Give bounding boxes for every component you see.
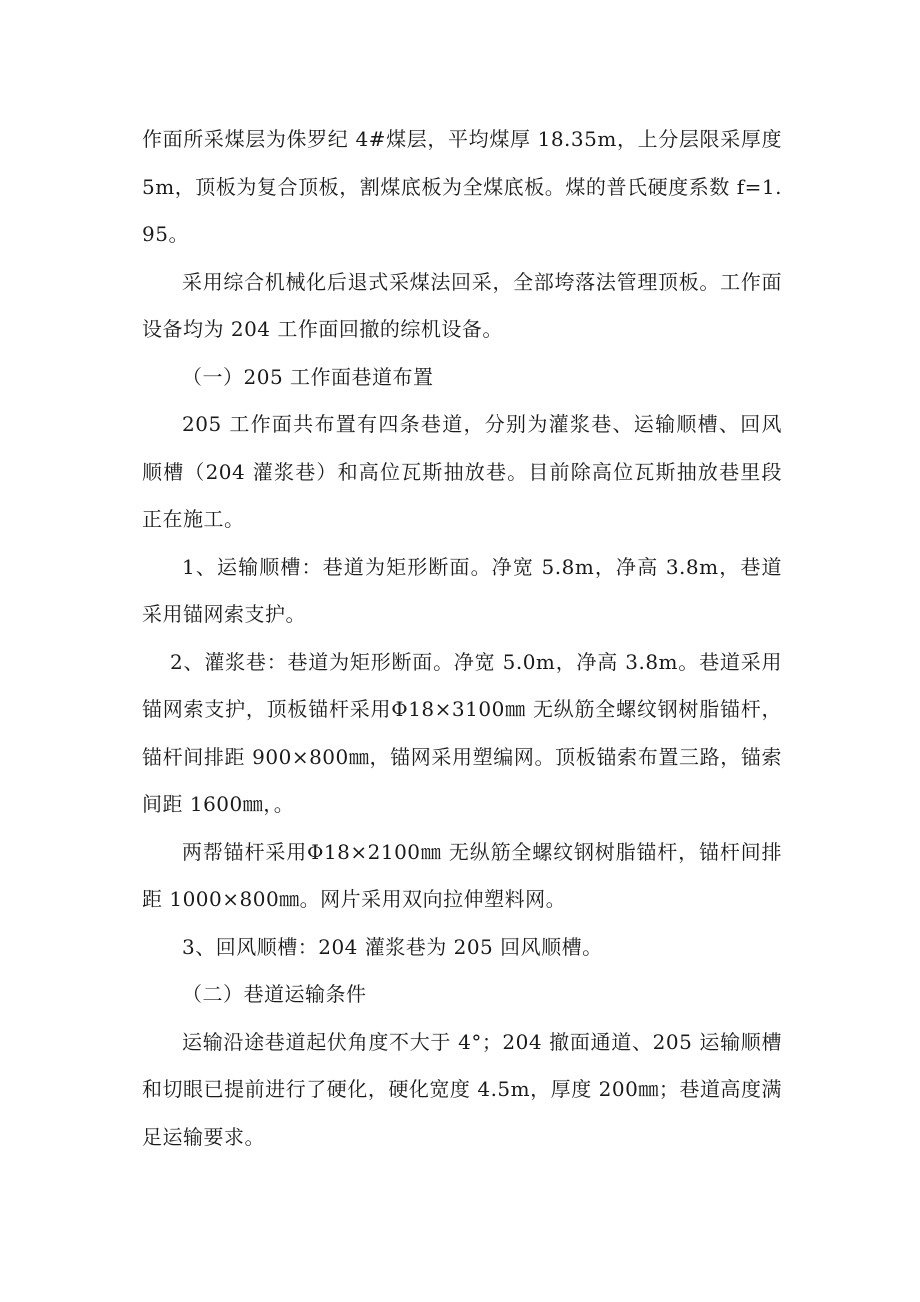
- paragraph-roadway-overview: 205 工作面共布置有四条巷道，分别为灌浆巷、运输顺槽、回风顺槽（204 灌浆巷）和高位瓦斯抽放巷。目前除高位瓦斯抽放巷里段正在施工。: [142, 412, 782, 531]
- paragraph-side-bolts: 两帮锚杆采用Φ18×2100㎜ 无纵筋全螺纹钢树脂锚杆，锚杆间排距 1000×800㎜。网片采用双向拉伸塑料网。: [142, 839, 782, 911]
- paragraph-transport-conditions: 运输沿途巷道起伏角度不大于 4°；204 撤面通道、205 运输顺槽和切眼已提前进行了硬化，硬化宽度 4.5m，厚度 200㎜；巷道高度满足运输要求。: [142, 1029, 782, 1149]
- paragraph-transport-roadway: 1、运输顺槽：巷道为矩形断面。净宽 5.8m，净高 3.8m，巷道采用锚网索支护。: [142, 554, 782, 626]
- paragraph-coal-seam: 作面所采煤层为侏罗纪 4#煤层，平均煤厚 18.35m，上分层限采厚度 5m，顶板为复合顶板，割煤底板为全煤底板。煤的普氏硬度系数 f=1.95。: [142, 127, 782, 246]
- paragraph-return-air-roadway: 3、回风顺槽：204 灌浆巷为 205 回风顺槽。: [182, 934, 603, 959]
- section-heading-roadway-layout: （一）205 工作面巷道布置: [182, 364, 434, 389]
- section-heading-transport-conditions: （二）巷道运输条件: [182, 982, 367, 1006]
- paragraph-mining-method: 采用综合机械化后退式采煤法回采，全部垮落法管理顶板。工作面设备均为 204 工作面回撤的综机设备。: [142, 269, 782, 341]
- paragraph-grouting-roadway: 2、灌浆巷：巷道为矩形断面。净宽 5.0m，净高 3.8m。巷道采用锚网索支护，顶板锚杆采用Φ18×3100㎜ 无纵筋全螺纹钢树脂锚杆，锚杆间排距 900×800㎜，锚网采用塑编网。顶板锚索布置三路，锚索间距 1600㎜，。: [142, 649, 782, 816]
- document-body: [142, 116, 782, 1161]
